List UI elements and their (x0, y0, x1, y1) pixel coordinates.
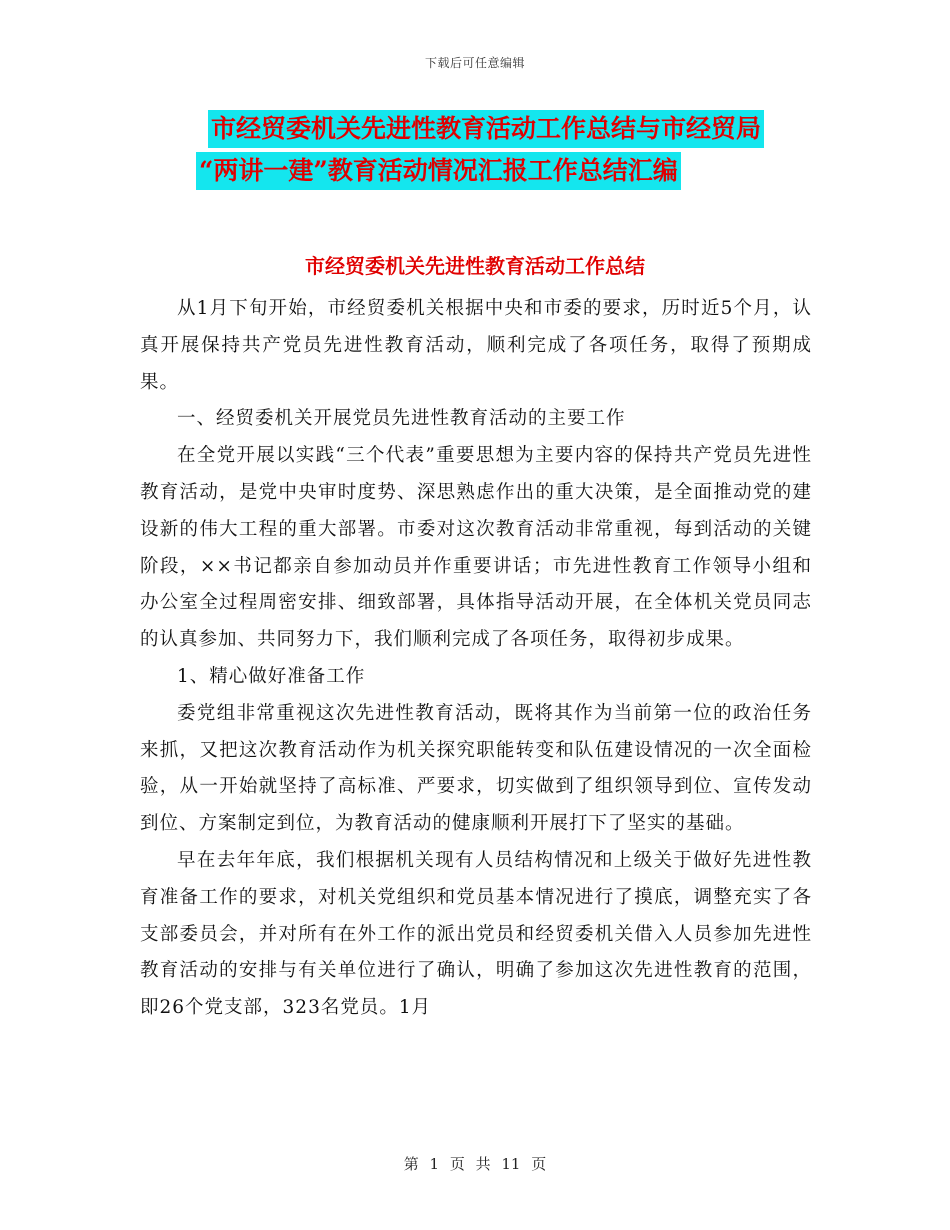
paragraph-subheading: 1、精心做好准备工作 (177, 665, 366, 687)
page-header-note: 下载后可任意编辑 (424, 56, 525, 70)
title-line-2: “两讲一建”教育活动情况汇报工作总结汇编 (196, 152, 681, 190)
paragraph-heading: 一、经贸委机关开展党员先进性教育活动的主要工作 (177, 408, 626, 430)
paragraph: 委党组非常重视这次先进性教育活动，既将其作为当前第一位的政治任务来抓，又把这次教育活动作为机关探究职能转变和队伍建设情况的一次全面检验，从一开始就坚持了高标准、严要求，切实做到了组织领导到位、宣传发动到位、方案制定到位，为教育活动的健康顺利开展打下了坚实的基础。 (140, 702, 812, 835)
paragraph: 在全党开展以实践“三个代表”重要思想为主要内容的保持共产党员先进性教育活动，是党中央审时度势、深思熟虑作出的重大决策，是全面推动党的建设新的伟大工程的重大部署。市委对这次教育活动非常重视，每到活动的关键阶段，××书记都亲自参加动员并作重要讲话；市先进性教育工作领导小组和办公室全过程周密安排、细致部署，具体指导活动开展，在全体机关党员同志的认真参加、共同努力下，我们顺利完成了各项任务，取得初步成果。 (140, 445, 812, 651)
page-number: 第 1 页 共 11 页 (403, 1155, 547, 1173)
title-line-1: 市经贸委机关先进性教育活动工作总结与市经贸局 (208, 110, 764, 148)
document-title (199, 110, 808, 190)
paragraph: 早在去年年底，我们根据机关现有人员结构情况和上级关于做好先进性教育准备工作的要求，对机关党组织和党员基本情况进行了摸底，调整充实了各支部委员会，并对所有在外工作的派出党员和经贸委机关借入人员参加先进性教育活动的安排与有关单位进行了确认，明确了参加这次先进性教育的范围，即26个党支部，323名党员。1月 (140, 849, 812, 1019)
paragraph: 从1月下旬开始，市经贸委机关根据中央和市委的要求，历时近5个月，认真开展保持共产党员先进性教育活动，顺利完成了各项任务，取得了预期成果。 (140, 298, 812, 393)
document-body (140, 291, 812, 1027)
section-title: 市经贸委机关先进性教育活动工作总结 (305, 254, 645, 278)
